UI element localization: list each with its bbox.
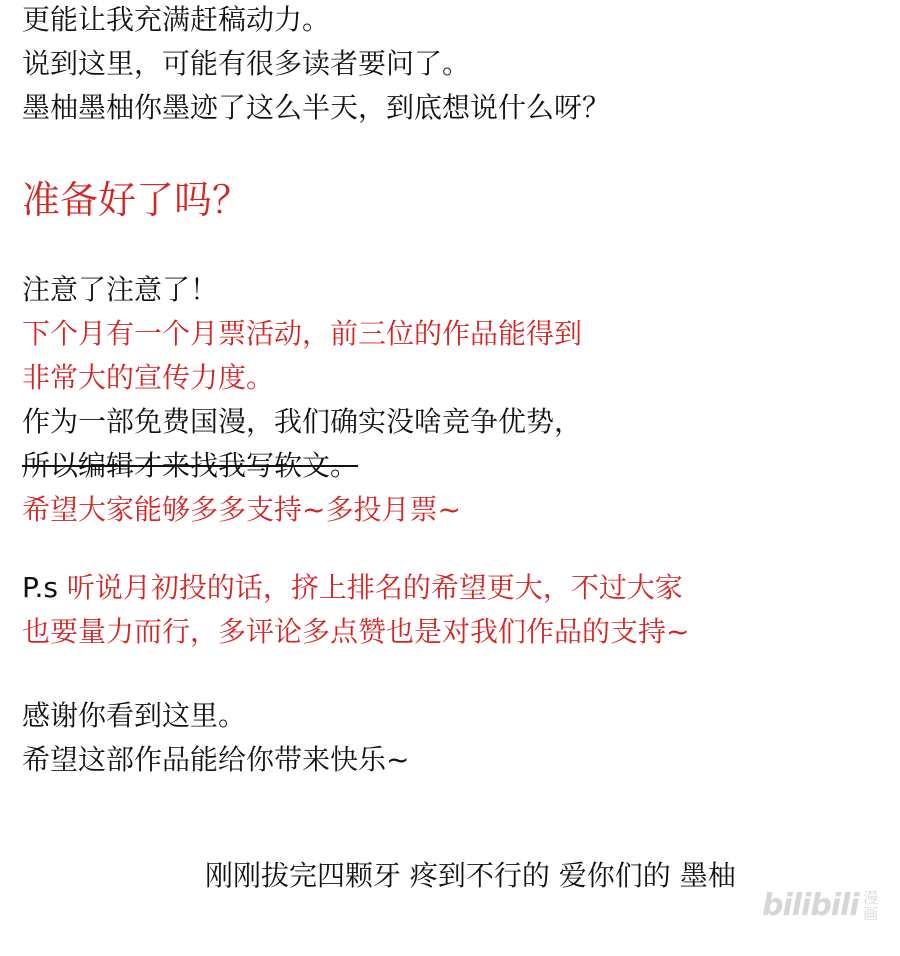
- heading-ready: 准备好了吗？: [22, 178, 251, 222]
- text-line-free-comic: 作为一部免费国漫，我们确实没啥竞争优势，: [22, 405, 583, 438]
- text-line-attention: 注意了注意了！: [22, 273, 219, 306]
- text-line-wish: 希望这部作品能给你带来快乐~: [22, 743, 410, 776]
- text-line-struck-through: 所以编辑才来找我写软文。: [22, 449, 359, 482]
- text-line-vote-event-2: 非常大的宣传力度。: [22, 361, 275, 394]
- ps-line-2: 也要量力而行，多评论多点赞也是对我们作品的支持~: [22, 615, 690, 648]
- text-line-support-request: 希望大家能够多多支持~多投月票~: [22, 493, 461, 526]
- signature: 刚刚拔完四颗牙 疼到不行的 爱你们的 墨柚: [205, 859, 736, 892]
- ps-text-1: 听说月初投的话，挤上排名的希望更大，不过大家: [66, 571, 683, 604]
- ps-label: P.s: [22, 571, 59, 604]
- text-line-2: 说到这里，可能有很多读者要问了。: [22, 47, 471, 80]
- bilibili-logo: bilibili: [762, 888, 859, 923]
- text-line-3: 墨柚墨柚你墨迹了这么半天，到底想说什么呀？: [22, 91, 611, 124]
- text-line-1: 更能让我充满赶稿动力。: [22, 3, 331, 36]
- manga-label: 漫画: [863, 888, 879, 923]
- bilibili-manga-watermark: [762, 888, 879, 923]
- text-line-thanks: 感谢你看到这里。: [22, 699, 247, 732]
- ps-line-1: [22, 570, 683, 606]
- text-line-vote-event-1: 下个月有一个月票活动，前三位的作品能得到: [22, 317, 583, 350]
